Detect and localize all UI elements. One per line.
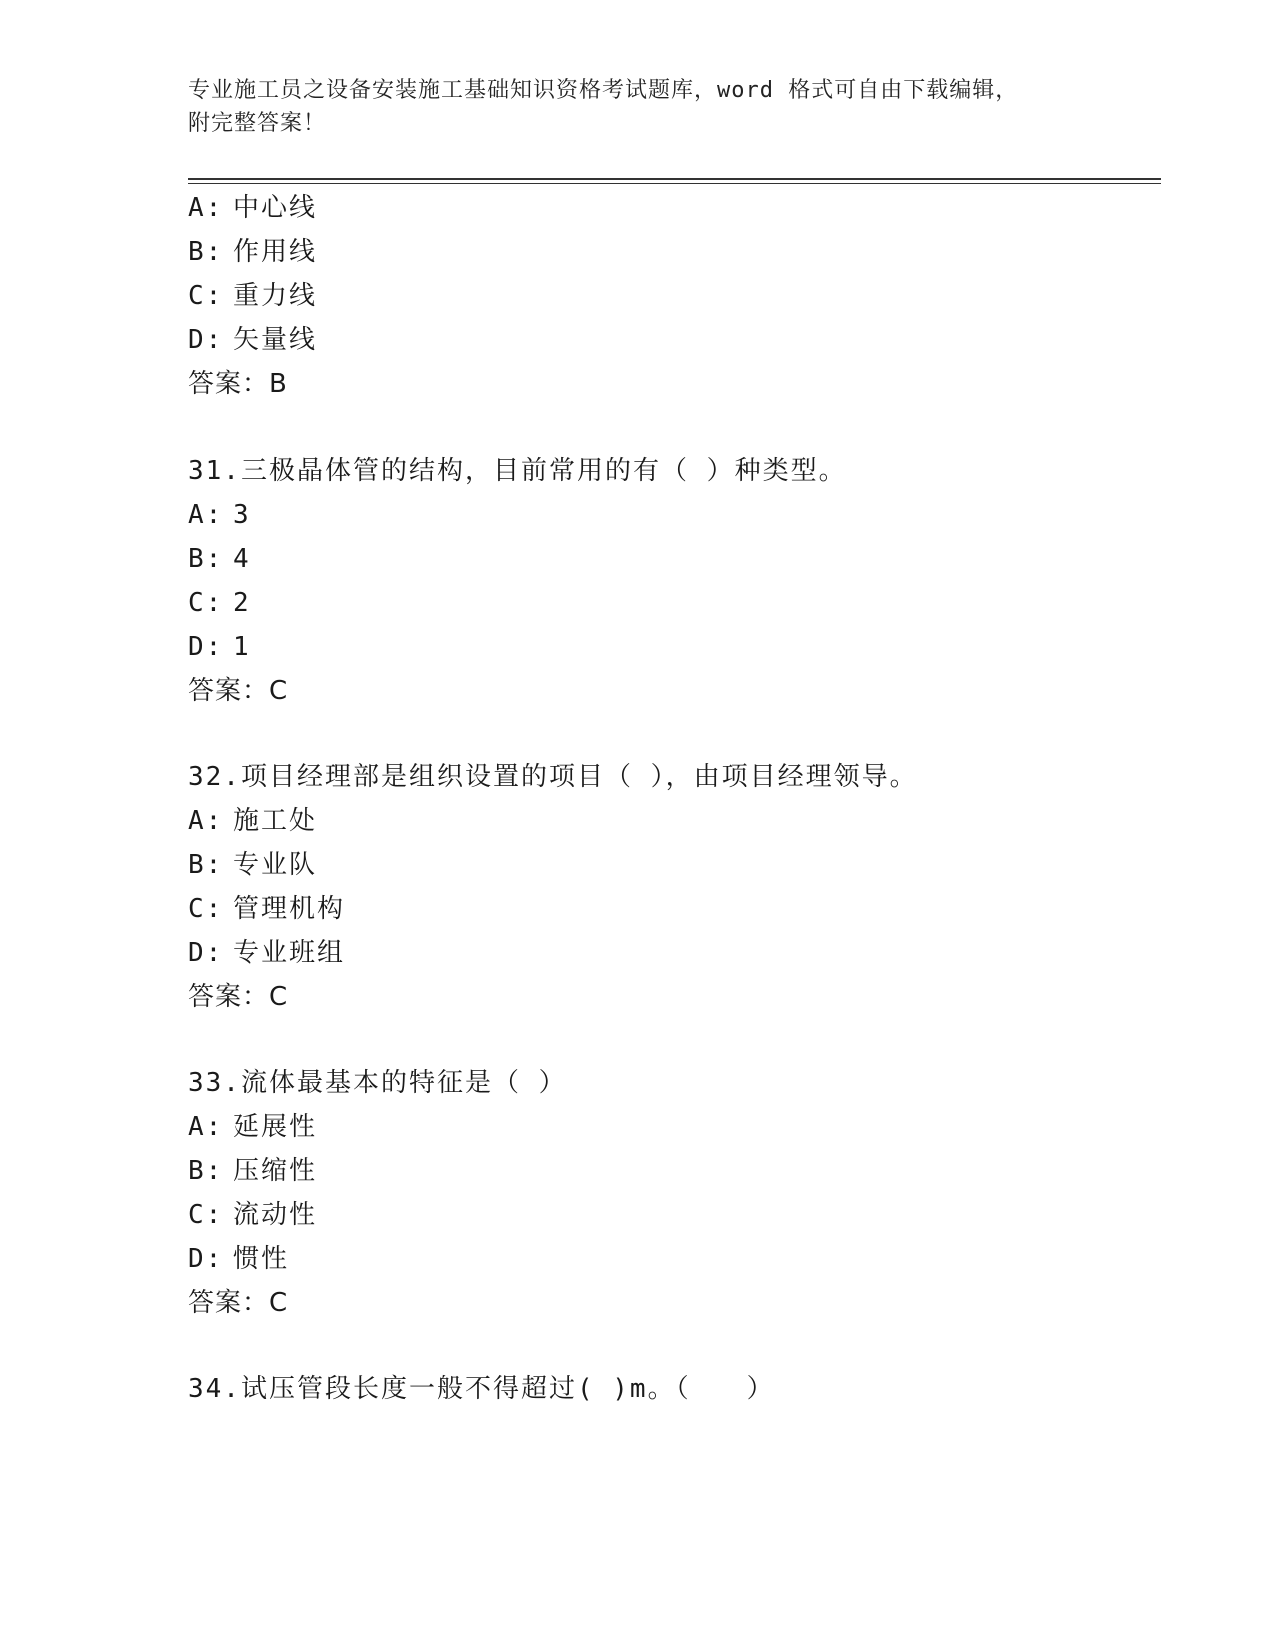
option-a: A: 施工处 (188, 806, 318, 836)
header-line-2: 附完整答案！ (188, 111, 327, 136)
option-b: B: 作用线 (188, 237, 318, 267)
option-d: D: 1 (188, 632, 251, 662)
option-d: D: 惯性 (188, 1244, 290, 1274)
question-31: 31.三极晶体管的结构，目前常用的有（ ）种类型。 (188, 456, 847, 486)
document-header (188, 74, 1088, 140)
header-divider-thick (188, 178, 1161, 180)
option-a: A: 延展性 (188, 1112, 318, 1142)
answer-line: 答案：C (188, 982, 289, 1012)
question-32: 32.项目经理部是组织设置的项目（ ），由项目经理领导。 (188, 762, 918, 792)
option-d: D: 专业班组 (188, 938, 346, 968)
answer-line: 答案：B (188, 369, 288, 399)
question-33: 33.流体最基本的特征是（ ） (188, 1068, 567, 1098)
option-a: A: 3 (188, 500, 251, 530)
option-c: C: 重力线 (188, 281, 318, 311)
option-c: C: 2 (188, 588, 251, 618)
question-34: 34.试压管段长度一般不得超过( )m。（ ） (188, 1374, 775, 1404)
option-d: D: 矢量线 (188, 325, 318, 355)
option-c: C: 管理机构 (188, 894, 346, 924)
option-b: B: 专业队 (188, 850, 318, 880)
answer-line: 答案：C (188, 1288, 289, 1318)
option-b: B: 4 (188, 544, 251, 574)
option-c: C: 流动性 (188, 1200, 318, 1230)
header-divider-thin (188, 183, 1161, 184)
option-b: B: 压缩性 (188, 1156, 318, 1186)
option-a: A: 中心线 (188, 193, 318, 223)
answer-line: 答案：C (188, 676, 289, 706)
header-line-1: 专业施工员之设备安装施工基础知识资格考试题库，word 格式可自由下载编辑， (188, 78, 1019, 103)
